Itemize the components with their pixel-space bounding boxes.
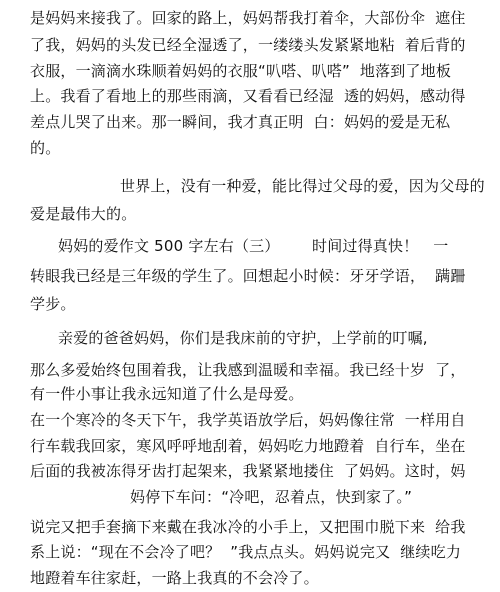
text-line-5: 差点儿哭了出来。那一瞬间，我才真正明 白：妈妈的爱是无私: [30, 113, 451, 132]
text-line-11: 学步。: [30, 295, 76, 314]
text-line-17: 后面的我被冻得牙齿打起架来，我紧紧地搂住 了妈妈。这时，妈: [30, 462, 466, 481]
text-line-12: 亲爱的爸爸妈妈，你们是我床前的守护，上学前的叮嘱,: [58, 329, 428, 348]
text-line-1: 是妈妈来接我了。回家的路上，妈妈帮我打着伞，大部份伞 遮住: [30, 9, 466, 28]
text-line-8: 爱是最伟大的。: [30, 205, 137, 223]
text-line-3: 衣服，一滴滴水珠顺着妈妈的衣服“叭嗒、叭嗒” 地落到了地板: [30, 61, 452, 80]
text-line-9: 时间过得真快！ 一: [312, 237, 449, 256]
text-line-15: 在一个寒冷的冬天下午，我学英语放学后，妈妈像往常 一样用自: [30, 410, 466, 429]
text-line-4: 上。我看了看地上的那些雨滴，又看看已经湿 透的妈妈，感动得: [30, 87, 466, 106]
text-line-7: 世界上，没有一种爱，能比得过父母的爱，因为父母的: [120, 176, 485, 195]
text-line-20: 系上说：“现在不会冷了吧？ ”我点点头。妈妈说完又 继续吃力: [30, 543, 462, 562]
text-line-6: 的。: [30, 138, 61, 157]
text-line-16: 行车载我回家，寒风呼呼地刮着，妈妈吃力地蹬着 自行车，坐在: [30, 436, 466, 455]
section-heading: 妈妈的爱作文 500 字左右（三）: [58, 237, 280, 256]
text-line-14: 有一件小事让我永远知道了什么是母爱。: [30, 385, 304, 404]
text-line-19: 说完又把手套摘下来戴在我冰冷的小手上，又把围巾脱下来 给我: [30, 517, 466, 536]
text-line-13: 那么多爱始终包围着我，让我感到温暖和幸福。我已经十岁 了，: [30, 361, 466, 380]
text-line-10: 转眼我已经是三年级的学生了。回想起小时候：牙牙学语， 蹒跚: [30, 266, 466, 285]
text-line-18: 妈停下车问：“冷吧，忍着点，快到家了。”: [130, 488, 413, 507]
text-line-21: 地蹬着车往家赶，一路上我真的不会冷了。: [30, 569, 319, 587]
text-line-2: 了我，妈妈的头发已经全湿透了，一缕缕头发紧紧地粘 着后背的: [30, 35, 466, 54]
